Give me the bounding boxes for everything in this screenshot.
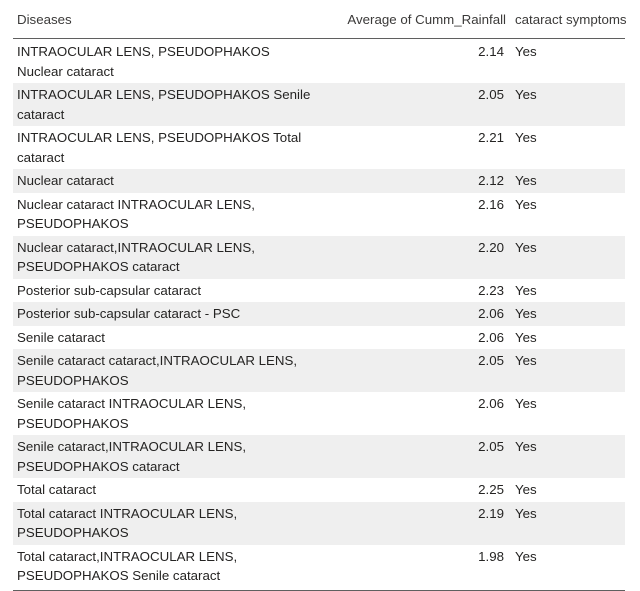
cell-disease: Total cataract,INTRAOCULAR LENS, PSEUDOPHAKOS Senile cataract bbox=[13, 545, 321, 591]
table-row[interactable] bbox=[13, 392, 625, 435]
disease-rainfall-table-container bbox=[13, 0, 625, 591]
table-row[interactable] bbox=[13, 39, 625, 84]
cell-cataract-symptoms: Yes bbox=[511, 349, 625, 392]
table-header bbox=[13, 0, 625, 39]
cell-cataract-symptoms: Yes bbox=[511, 83, 625, 126]
cell-cataract-symptoms: Yes bbox=[515, 44, 537, 59]
cell-average-cumm-rainfall: 2.21 bbox=[478, 130, 504, 145]
disease-rainfall-table bbox=[13, 0, 625, 591]
cell-cataract-symptoms: Yes bbox=[511, 502, 625, 545]
cell-disease: Senile cataract INTRAOCULAR LENS, PSEUDOPHAKOS bbox=[17, 396, 247, 431]
cell-average-cumm-rainfall: 2.05 bbox=[321, 349, 511, 392]
cell-disease: Nuclear cataract bbox=[13, 169, 321, 193]
cell-average-cumm-rainfall: 2.25 bbox=[478, 482, 504, 497]
cell-average-cumm-rainfall: 2.06 bbox=[478, 329, 504, 345]
cell-cataract-symptoms: Yes bbox=[511, 545, 625, 591]
cell-disease: Posterior sub-capsular cataract bbox=[17, 282, 202, 298]
table-row[interactable] bbox=[13, 478, 625, 502]
column-header-diseases[interactable]: Diseases bbox=[13, 0, 321, 39]
cell-cataract-symptoms: Yes bbox=[515, 196, 537, 212]
table-row[interactable] bbox=[13, 545, 625, 591]
table-row[interactable] bbox=[13, 302, 625, 326]
cell-average-cumm-rainfall: 2.06 bbox=[321, 302, 511, 326]
cell-average-cumm-rainfall: 2.23 bbox=[478, 282, 504, 298]
cell-disease: Posterior sub-capsular cataract - PSC bbox=[13, 302, 321, 326]
cell-disease: Total cataract INTRAOCULAR LENS, PSEUDOPHAKOS bbox=[13, 502, 321, 545]
cell-disease: Nuclear cataract INTRAOCULAR LENS, PSEUDOPHAKOS bbox=[17, 196, 255, 231]
cell-average-cumm-rainfall: 2.06 bbox=[478, 396, 504, 411]
cell-disease: Senile cataract cataract,INTRAOCULAR LENS, PSEUDOPHAKOS bbox=[13, 349, 321, 392]
cell-average-cumm-rainfall: 2.05 bbox=[321, 435, 511, 478]
table-header-row bbox=[13, 0, 625, 39]
cell-average-cumm-rainfall: 2.12 bbox=[321, 169, 511, 193]
cell-disease: INTRAOCULAR LENS, PSEUDOPHAKOS Senile cataract bbox=[13, 83, 321, 126]
cell-disease: Senile cataract bbox=[17, 329, 105, 345]
table-row[interactable] bbox=[13, 279, 625, 303]
cell-average-cumm-rainfall: 2.05 bbox=[321, 83, 511, 126]
cell-average-cumm-rainfall: 2.16 bbox=[478, 196, 504, 212]
cell-average-cumm-rainfall: 2.14 bbox=[478, 44, 504, 59]
cell-average-cumm-rainfall: 2.19 bbox=[321, 502, 511, 545]
table-row[interactable] bbox=[13, 326, 625, 350]
column-header-cataract-symptoms[interactable]: cataract symptoms bbox=[511, 0, 625, 39]
cell-disease: INTRAOCULAR LENS, PSEUDOPHAKOS Nuclear cataract bbox=[17, 44, 270, 79]
cell-cataract-symptoms: Yes bbox=[511, 169, 625, 193]
table-row[interactable] bbox=[13, 83, 625, 126]
cell-disease: Total cataract bbox=[17, 482, 97, 497]
cell-cataract-symptoms: Yes bbox=[511, 236, 625, 279]
column-header-average-cumm-rainfall[interactable]: Average of Cumm_Rainfall bbox=[321, 0, 511, 39]
table-row[interactable] bbox=[13, 349, 625, 392]
table-row[interactable] bbox=[13, 236, 625, 279]
cell-cataract-symptoms: Yes bbox=[515, 130, 537, 145]
table-row[interactable] bbox=[13, 126, 625, 169]
cell-average-cumm-rainfall: 2.20 bbox=[321, 236, 511, 279]
table-row[interactable] bbox=[13, 169, 625, 193]
cell-cataract-symptoms: Yes bbox=[515, 396, 537, 411]
table-body bbox=[13, 39, 625, 591]
cell-disease: INTRAOCULAR LENS, PSEUDOPHAKOS Total cataract bbox=[17, 130, 302, 165]
cell-cataract-symptoms: Yes bbox=[515, 482, 537, 497]
cell-cataract-symptoms: Yes bbox=[511, 435, 625, 478]
cell-cataract-symptoms: Yes bbox=[511, 302, 625, 326]
cell-disease: Nuclear cataract,INTRAOCULAR LENS, PSEUDOPHAKOS cataract bbox=[13, 236, 321, 279]
table-row[interactable] bbox=[13, 435, 625, 478]
cell-cataract-symptoms: Yes bbox=[515, 329, 537, 345]
table-row[interactable] bbox=[13, 193, 625, 236]
cell-cataract-symptoms: Yes bbox=[515, 282, 537, 298]
cell-average-cumm-rainfall: 1.98 bbox=[321, 545, 511, 591]
table-row[interactable] bbox=[13, 502, 625, 545]
cell-disease: Senile cataract,INTRAOCULAR LENS, PSEUDOPHAKOS cataract bbox=[13, 435, 321, 478]
